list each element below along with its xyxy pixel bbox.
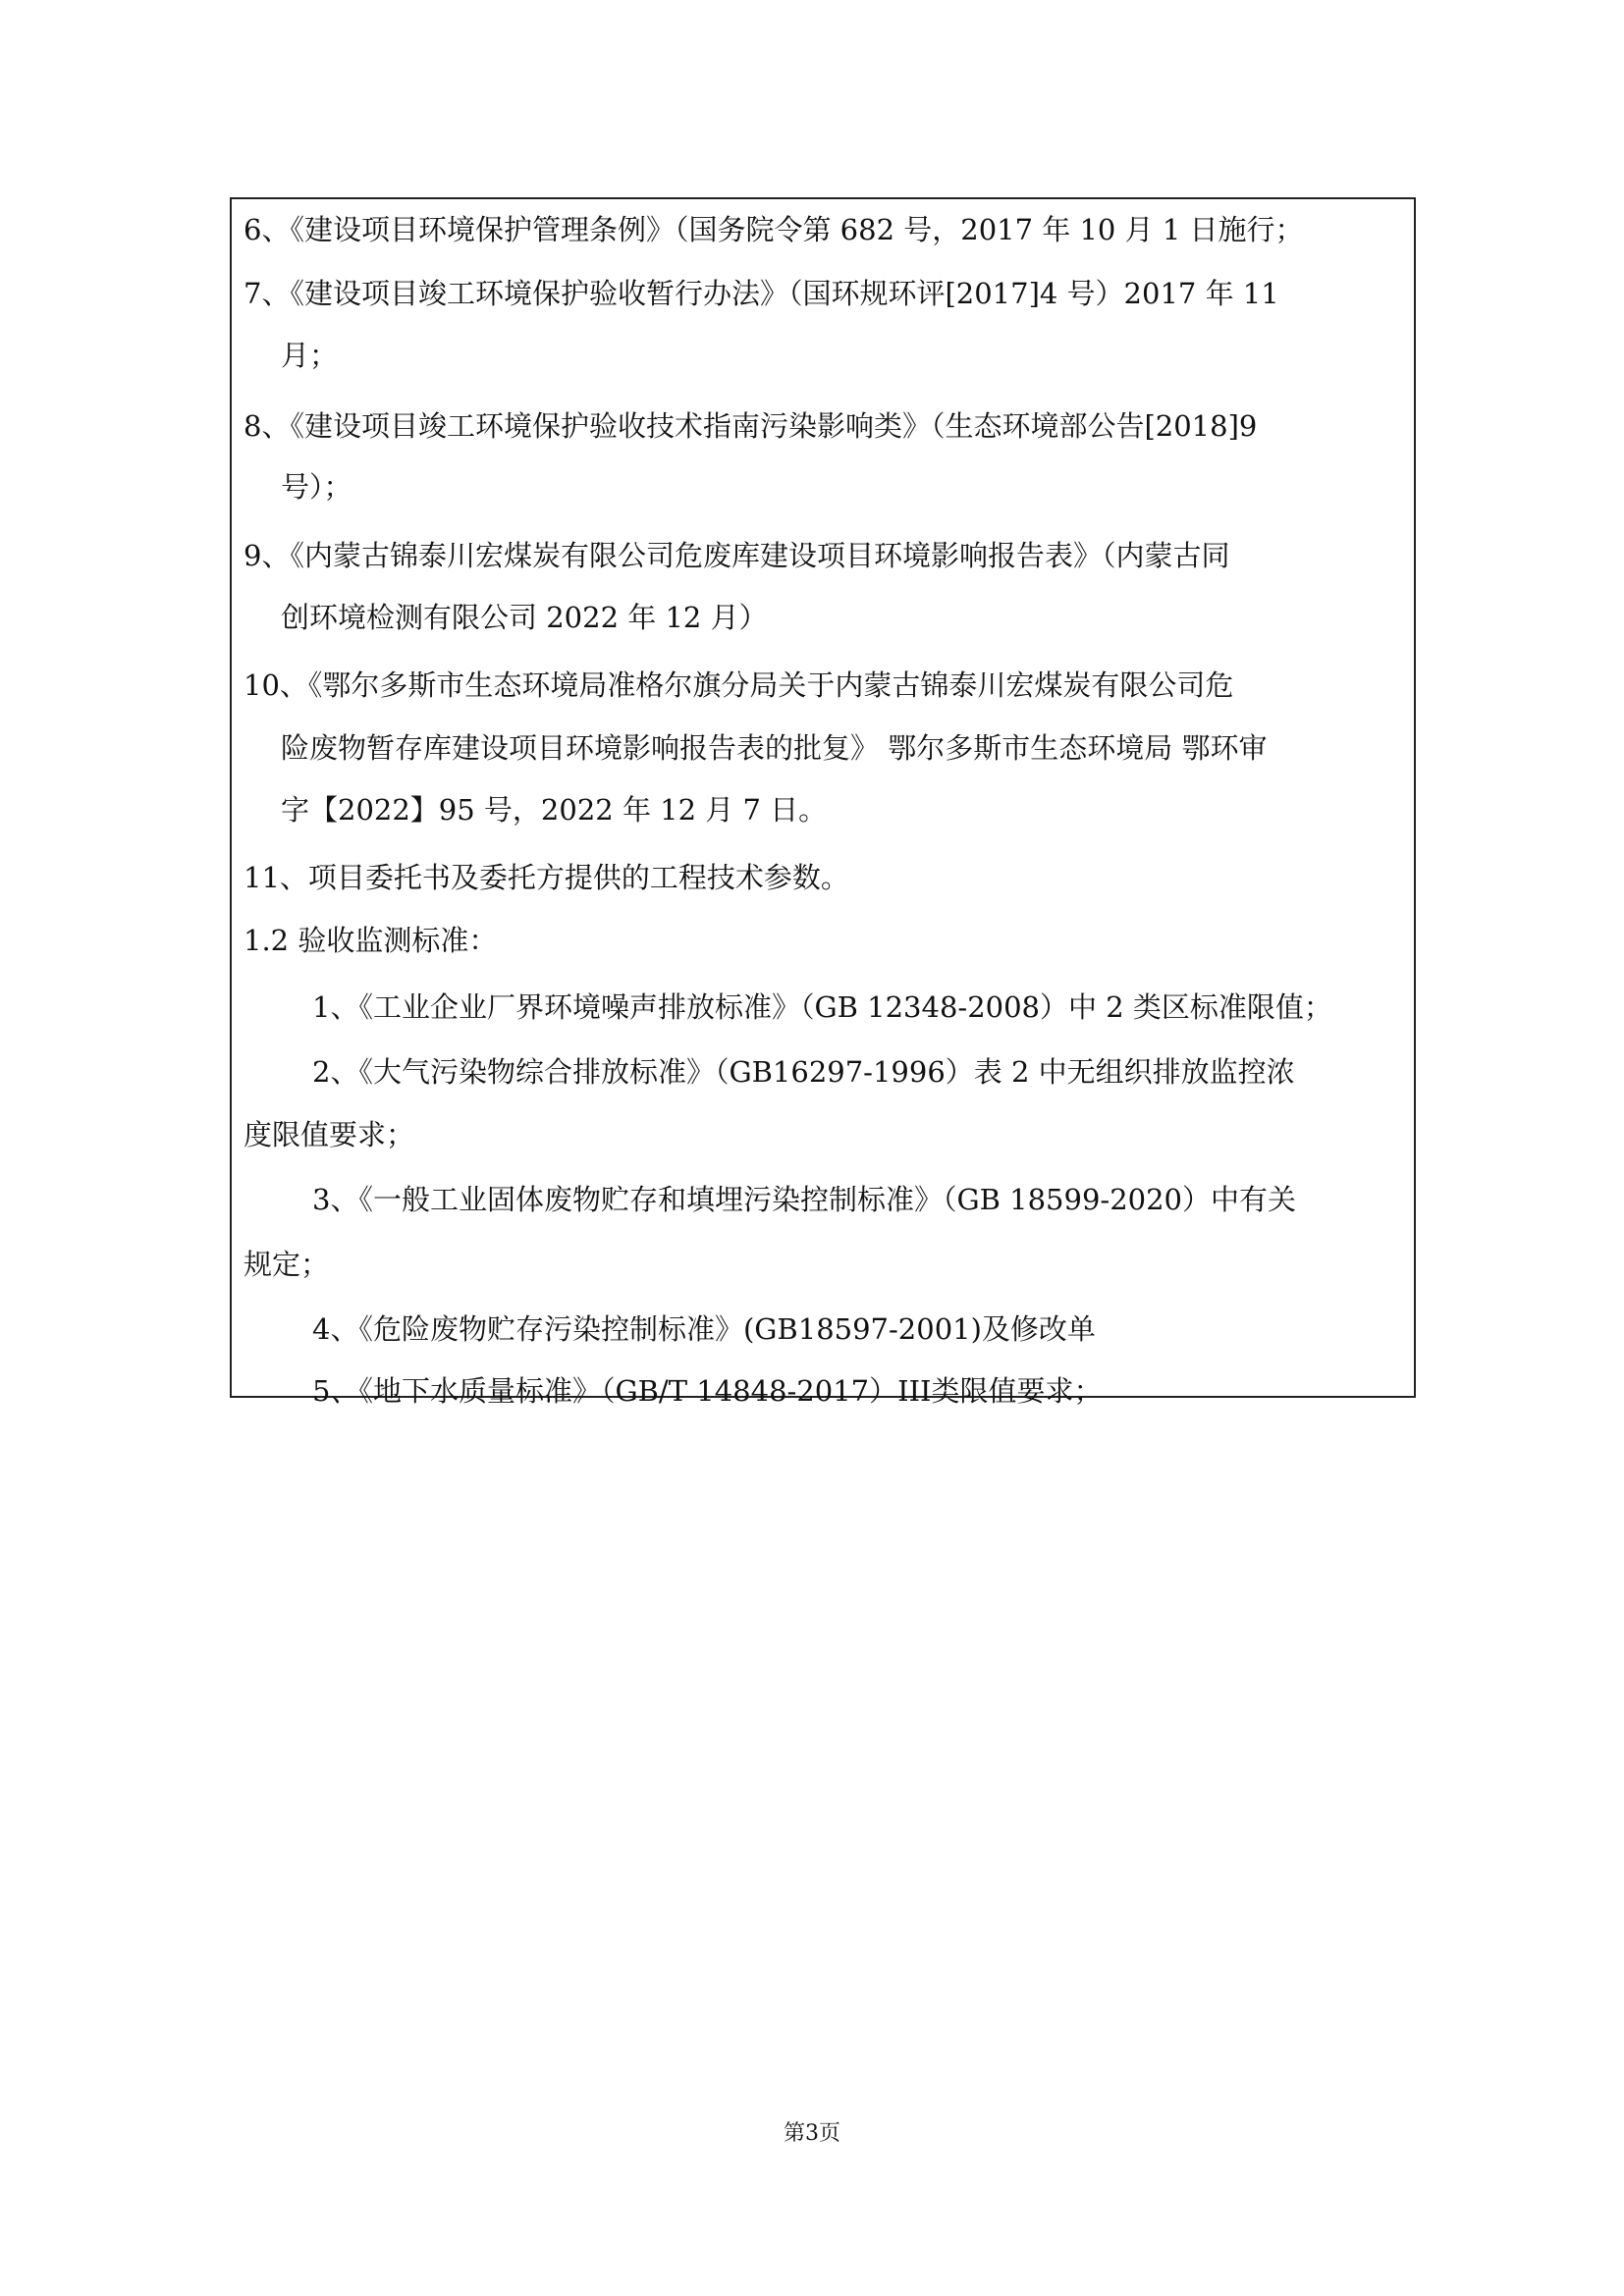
standard-4: 4、《危险废物贮存污染控制标准》(GB18597-2001)及修改单	[312, 1312, 1096, 1346]
ref-8-line2: 号）；	[281, 470, 352, 504]
ref-7-line1: 7、《建设项目竣工环境保护验收暂行办法》（国环规环评[2017]4 号）2017 年 11	[244, 277, 1279, 310]
ref-6-line1: 6、《建设项目环境保护管理条例》（国务院令第 682 号，2017 年 10 月 1 日施行；	[244, 213, 1304, 246]
standard-3-line2: 规定；	[244, 1248, 330, 1281]
standard-1: 1、《工业企业厂界环境噪声排放标准》（GB 12348-2008）中 2 类区标准限值；	[312, 990, 1332, 1024]
ref-7-line2: 月；	[281, 339, 339, 372]
ref-10-line3: 字【2022】95 号，2022 年 12 月 7 日。	[281, 793, 828, 827]
ref-9-line2: 创环境检测有限公司 2022 年 12 月）	[281, 601, 768, 634]
ref-10-line1: 10、《鄂尔多斯市生态环境局准格尔旗分局关于内蒙古锦泰川宏煤炭有限公司危	[244, 668, 1234, 702]
standard-3-line1: 3、《一般工业固体废物贮存和填埋污染控制标准》（GB 18599-2020）中有关	[312, 1183, 1297, 1216]
standard-2-line2: 度限值要求；	[244, 1118, 415, 1151]
ref-8-line1: 8、《建设项目竣工环境保护验收技术指南污染影响类》（生态环境部公告[2018]9	[244, 409, 1258, 443]
standard-5: 5、《地下水质量标准》（GB/T 14848-2017）III类限值要求；	[312, 1374, 1103, 1408]
section-title: 1.2 验收监测标准：	[244, 924, 498, 957]
page-number: 第3页	[784, 2121, 840, 2146]
ref-9-line1: 9、《内蒙古锦泰川宏煤炭有限公司危废库建设项目环境影响报告表》（内蒙古同	[244, 539, 1230, 572]
ref-11: 11、项目委托书及委托方提供的工程技术参数。	[244, 861, 849, 894]
standard-2-line1: 2、《大气污染物综合排放标准》（GB16297-1996）表 2 中无组织排放监控浓	[312, 1055, 1295, 1089]
ref-10-line2: 险废物暂存库建设项目环境影响报告表的批复》 鄂尔多斯市生态环境局 鄂环审	[281, 731, 1268, 765]
